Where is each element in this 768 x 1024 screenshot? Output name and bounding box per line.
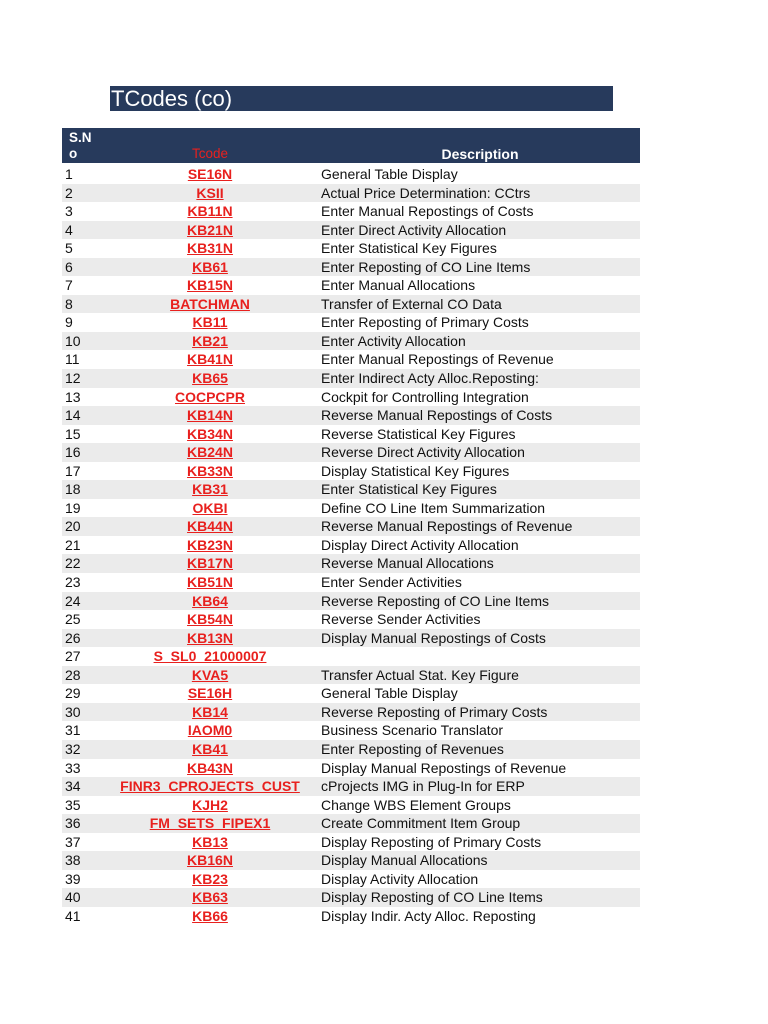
tcode-link[interactable]: KB23N [187, 536, 233, 553]
row-sno: 4 [65, 221, 73, 238]
table-row [62, 870, 640, 889]
row-sno: 21 [65, 536, 81, 553]
row-description: Enter Activity Allocation [321, 332, 466, 349]
tcode-link[interactable]: KB34N [187, 425, 233, 442]
row-sno: 40 [65, 889, 81, 906]
tcode-link[interactable]: KB23 [192, 870, 228, 887]
row-description: General Table Display [321, 685, 458, 702]
table-row [62, 276, 640, 295]
row-sno: 6 [65, 258, 73, 275]
row-description: Enter Reposting of CO Line Items [321, 258, 531, 275]
table-row [62, 165, 640, 184]
tcode-link[interactable]: KSII [196, 184, 224, 201]
row-sno: 41 [65, 907, 81, 924]
table-row [62, 814, 640, 833]
tcode-link[interactable]: IAOM0 [187, 722, 233, 739]
row-sno: 36 [65, 815, 81, 832]
table-row [62, 888, 640, 907]
row-sno: 34 [65, 778, 81, 795]
table-row [62, 443, 640, 462]
tcode-link[interactable]: KB14 [192, 703, 228, 720]
page-title: TCodes (co) [110, 86, 613, 111]
row-description: Display Reposting of CO Line Items [321, 889, 543, 906]
table-row [62, 462, 640, 481]
row-sno: 10 [65, 332, 81, 349]
table-row [62, 740, 640, 759]
row-description: Display Reposting of Primary Costs [321, 833, 542, 850]
row-sno: 26 [65, 629, 81, 646]
tcode-link[interactable]: KB31N [187, 240, 233, 257]
table-row [62, 369, 640, 388]
row-description: Enter Manual Repostings of Revenue [321, 351, 554, 368]
row-sno: 1 [65, 166, 73, 182]
row-description: Reverse Manual Repostings of Costs [321, 407, 553, 424]
tcode-link[interactable]: KB43N [187, 759, 233, 776]
row-description: Enter Statistical Key Figures [321, 481, 497, 498]
row-sno: 25 [65, 611, 81, 628]
tcode-link[interactable]: KB21N [187, 221, 233, 238]
row-sno: 19 [65, 499, 81, 516]
row-sno: 15 [65, 425, 81, 442]
row-sno: 17 [65, 462, 81, 479]
table-row [62, 406, 640, 425]
row-description: Change WBS Element Groups [321, 796, 511, 813]
row-sno: 23 [65, 574, 81, 591]
row-sno: 16 [65, 444, 81, 461]
tcode-link[interactable]: KB14N [187, 407, 233, 424]
tcode-link[interactable]: KB11 [192, 314, 228, 331]
table-row [62, 703, 640, 722]
row-sno: 24 [65, 592, 81, 609]
row-description: Enter Sender Activities [321, 574, 462, 591]
row-description: Display Manual Allocations [321, 852, 488, 869]
table-row [62, 851, 640, 870]
row-description: Reverse Sender Activities [321, 611, 481, 628]
table-row [62, 647, 640, 666]
row-sno: 7 [65, 277, 73, 294]
row-sno: 31 [65, 722, 81, 739]
tcode-link[interactable]: KB65 [192, 370, 228, 387]
table-row [62, 425, 640, 444]
row-description: Display Manual Repostings of Revenue [321, 759, 567, 776]
tcode-link[interactable]: KB13 [192, 833, 228, 850]
table-row [62, 480, 640, 499]
row-description: Reverse Reposting of CO Line Items [321, 592, 549, 609]
tcode-link[interactable]: KB64 [192, 592, 228, 609]
tcode-link[interactable]: KB41N [187, 351, 233, 368]
tcode-link[interactable]: KB41 [192, 740, 228, 757]
row-sno: 29 [65, 685, 81, 702]
table-row [62, 350, 640, 369]
table-row [62, 221, 640, 240]
column-header-description: Description [441, 146, 519, 162]
tcode-link[interactable]: KB44N [187, 518, 233, 535]
row-sno: 37 [65, 833, 81, 850]
row-description: Display Direct Activity Allocation [321, 536, 519, 553]
table-row [62, 833, 640, 852]
row-description: Enter Direct Activity Allocation [321, 221, 507, 238]
table-row [62, 554, 640, 573]
tcode-link[interactable]: KB66 [192, 907, 228, 924]
tcode-table-body [62, 165, 640, 925]
row-description: Transfer Actual Stat. Key Figure [321, 666, 519, 683]
row-sno: 22 [65, 555, 81, 572]
tcode-link[interactable]: KB11N [187, 203, 233, 220]
tcode-link[interactable]: OKBI [192, 499, 228, 516]
table-row [62, 796, 640, 815]
row-description: Define CO Line Item Summarization [321, 499, 546, 516]
table-row [62, 573, 640, 592]
table-row [62, 592, 640, 611]
row-sno: 33 [65, 759, 81, 776]
table-row [62, 759, 640, 778]
row-description: Enter Indirect Acty Alloc.Reposting: [321, 370, 539, 387]
column-header-sno: S.N o [69, 130, 92, 161]
row-description: Display Statistical Key Figures [321, 462, 510, 479]
tcode-link[interactable]: KB21 [192, 332, 228, 349]
row-description: Display Manual Repostings of Costs [321, 629, 546, 646]
table-row [62, 295, 640, 314]
row-description: Enter Reposting of Revenues [321, 740, 504, 757]
row-description: Enter Reposting of Primary Costs [321, 314, 529, 331]
table-row [62, 610, 640, 629]
table-row [62, 907, 640, 926]
row-description: Reverse Manual Allocations [321, 555, 494, 572]
row-sno: 32 [65, 740, 81, 757]
table-row [62, 666, 640, 685]
row-description: Cockpit for Controlling Integration [321, 388, 529, 405]
tcode-link[interactable]: SE16H [187, 685, 233, 702]
tcode-link[interactable]: KB51N [187, 574, 233, 591]
row-sno: 3 [65, 203, 73, 220]
table-row [62, 239, 640, 258]
tcode-link[interactable]: COCPCPR [174, 388, 245, 405]
table-row [62, 777, 640, 796]
tcode-link[interactable]: KB31 [192, 481, 228, 498]
row-description: Enter Manual Allocations [321, 277, 476, 294]
tcode-link[interactable]: KB17N [187, 555, 233, 572]
row-description: Transfer of External CO Data [321, 295, 502, 312]
table-row [62, 202, 640, 221]
row-description: cProjects IMG in Plug-In for ERP [321, 778, 525, 795]
row-sno: 39 [65, 870, 81, 887]
row-sno: 9 [65, 314, 73, 331]
row-description: Display Indir. Acty Alloc. Reposting [321, 907, 536, 924]
column-header-tcode: Tcode [191, 146, 229, 161]
row-sno: 38 [65, 852, 81, 869]
row-description: Business Scenario Translator [321, 722, 504, 739]
tcode-link[interactable]: KB15N [187, 277, 233, 294]
row-sno: 11 [65, 351, 80, 368]
tcode-link[interactable]: KB16N [187, 852, 233, 869]
row-description: Reverse Statistical Key Figures [321, 425, 516, 442]
tcode-link[interactable]: FM_SETS_FIPEX1 [149, 815, 271, 832]
table-row [62, 684, 640, 703]
row-sno: 13 [65, 388, 81, 405]
tcode-link[interactable]: KB61 [192, 258, 228, 275]
row-sno: 2 [65, 184, 73, 201]
row-sno: 12 [65, 370, 81, 387]
row-description: Display Activity Allocation [321, 870, 479, 887]
row-sno: 8 [65, 295, 73, 312]
row-description: Enter Statistical Key Figures [321, 240, 497, 257]
tcode-link[interactable]: BATCHMAN [170, 295, 250, 312]
table-row [62, 258, 640, 277]
row-sno: 35 [65, 796, 81, 813]
table-row [62, 499, 640, 518]
table-row [62, 721, 640, 740]
row-description: Reverse Reposting of Primary Costs [321, 703, 548, 720]
row-sno: 28 [65, 666, 81, 683]
row-description: Enter Manual Repostings of Costs [321, 203, 534, 220]
table-header [62, 128, 640, 163]
row-sno: 30 [65, 703, 81, 720]
row-sno: 27 [65, 648, 81, 665]
table-row [62, 332, 640, 351]
tcode-link[interactable]: KB54N [187, 611, 233, 628]
tcode-link[interactable]: FINR3_CPROJECTS_CUST [120, 778, 300, 795]
table-row [62, 536, 640, 555]
row-description: Actual Price Determination: CCtrs [321, 184, 531, 201]
tcode-link[interactable]: KB13N [187, 629, 233, 646]
tcode-link[interactable]: KB33N [187, 462, 233, 479]
tcode-link[interactable]: SE16N [187, 166, 233, 182]
tcode-link[interactable]: KB24N [187, 444, 233, 461]
table-row [62, 517, 640, 536]
row-sno: 5 [65, 240, 73, 257]
row-sno: 18 [65, 481, 81, 498]
row-sno: 14 [65, 407, 81, 424]
table-row [62, 388, 640, 407]
tcode-link[interactable]: S_SL0_21000007 [153, 648, 267, 665]
row-description: Reverse Direct Activity Allocation [321, 444, 525, 461]
table-row [62, 184, 640, 203]
tcode-link[interactable]: KJH2 [192, 796, 228, 813]
row-sno: 20 [65, 518, 81, 535]
row-description: Reverse Manual Repostings of Revenue [321, 518, 573, 535]
table-row [62, 629, 640, 648]
row-description: General Table Display [321, 166, 458, 182]
tcode-link[interactable]: KVA5 [191, 666, 229, 683]
tcode-link[interactable]: KB63 [192, 889, 228, 906]
table-row [62, 313, 640, 332]
row-description: Create Commitment Item Group [321, 815, 521, 832]
